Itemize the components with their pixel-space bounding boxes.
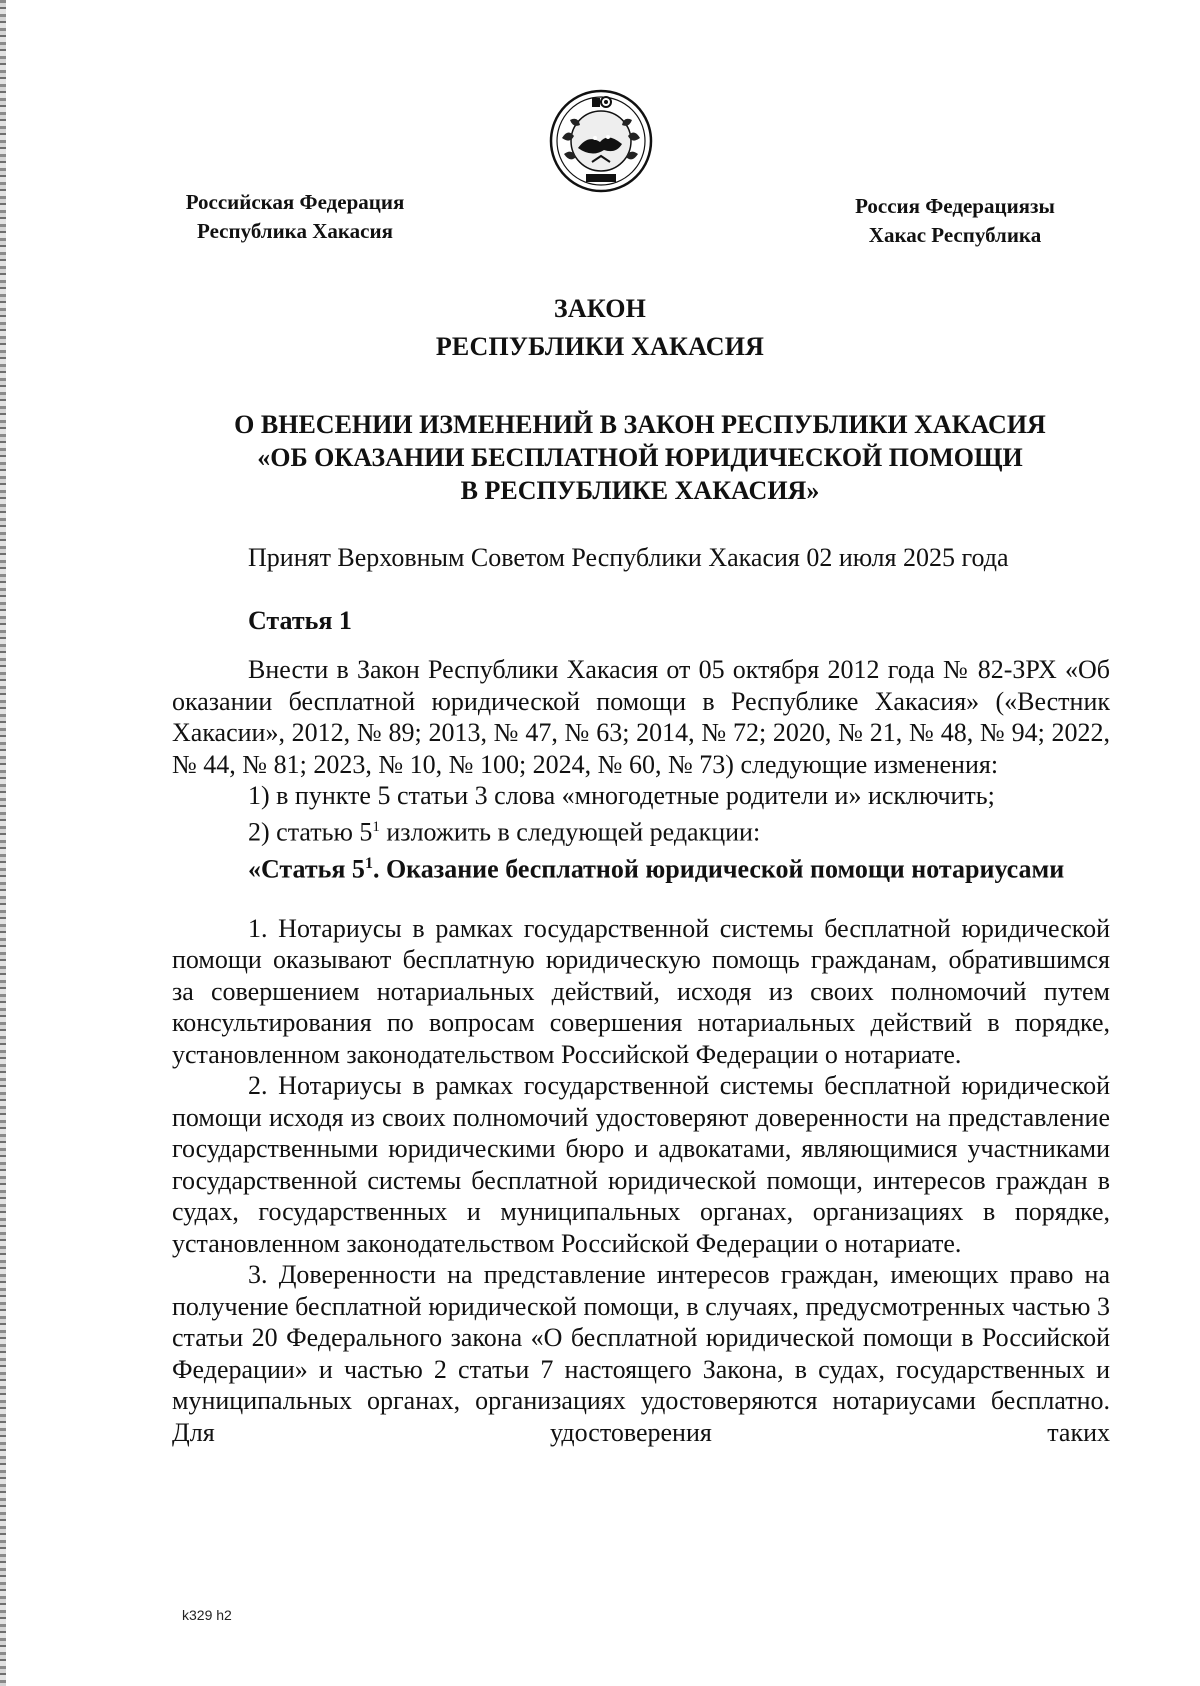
new-article-heading	[172, 848, 1110, 885]
new-heading-superscript: 1	[364, 854, 373, 872]
paragraph-1: 1. Нотариусы в рамках государственной системы бесплатной юридической помощи оказывают бесплатную юридическую помощь гражданам, обратившимся за совершением нотариальных действий, исходя из своих полномочий путем консультирования по вопросам совершения нотариальных действий в порядке, установленном законодательством Российской Федерации о нотариате.	[172, 913, 1110, 1069]
khakassia-coat-of-arms-icon	[548, 88, 654, 194]
article-heading: Статья 1	[248, 606, 352, 635]
item2-superscript: 1	[372, 818, 380, 835]
header-left-line2: Республика Хакасия	[197, 219, 393, 243]
article-body	[172, 654, 1110, 1448]
amendment-item-2	[172, 812, 1110, 848]
header-right	[830, 192, 1080, 250]
subtitle-line2: «ОБ ОКАЗАНИИ БЕСПЛАТНОЙ ЮРИДИЧЕСКОЙ ПОМОЩИ	[257, 443, 1023, 472]
header-right-line1: Россия Федерациязы	[855, 194, 1055, 218]
subtitle-line3: В РЕСПУБЛИКЕ ХАКАСИЯ»	[460, 476, 820, 505]
new-heading-after: . Оказание бесплатной юридической помощи нотариусами	[372, 854, 1065, 884]
paragraph-2: 2. Нотариусы в рамках государственной системы бесплатной юридической помощи исходя из своих полномочий удостоверяют доверенности на представление государственными юридическими бюро и адвокатами, являющимися участниками государственной системы бесплатной юридической помощи, интересов граждан в судах, государственных и муниципальных органах, организациях в порядке, установленном законодательством Российской Федерации о нотариате.	[172, 1071, 1110, 1258]
header-right-line2: Хакас Республика	[868, 223, 1042, 247]
document-code: k329 h2	[182, 1607, 232, 1623]
law-title-republic: РЕСПУБЛИКИ ХАКАСИЯ	[435, 332, 765, 361]
header-left	[160, 188, 430, 246]
item2-text-after: изложить в следующей редакции:	[379, 817, 761, 847]
amendment-item-1: 1) в пункте 5 статьи 3 слова «многодетные родители и» исключить;	[248, 781, 995, 810]
new-heading-before: «Статья 5	[248, 854, 365, 884]
adoption-note: Принят Верховным Советом Республики Хакасия 02 июля 2025 года	[248, 543, 1009, 572]
scan-edge-artifact	[0, 0, 6, 1686]
item2-text-before: 2) статью 5	[248, 817, 373, 847]
article-intro: Внести в Закон Республики Хакасия от 05 октября 2012 года № 82-ЗРХ «Об оказании бесплатной юридической помощи в Республике Хакасия» («Вестник Хакасии», 2012, № 89; 2013, № 47, № 63; 2014, № 72; 2020, № 21, № 48, № 94; 2022, № 44, № 81; 2023, № 10, № 100; 2024, № 60, № 73) следующие изменения:	[172, 655, 1110, 779]
paragraph-3: 3. Доверенности на представление интересов граждан, имеющих право на получение бесплатной юридической помощи, в случаях, предусмотренных частью 3 статьи 20 Федерального закона «О бесплатной юридической помощи в Российской Федерации» и частью 2 статьи 7 настоящего Закона, в судах, государственных и муниципальных органах, организациях удостоверяются нотариусами бесплатно. Для удостоверения таких	[172, 1260, 1110, 1447]
header-left-line1: Российская Федерация	[185, 190, 405, 214]
law-title: ЗАКОН	[553, 294, 647, 323]
subtitle-line1: О ВНЕСЕНИИ ИЗМЕНЕНИЙ В ЗАКОН РЕСПУБЛИКИ ХАКАСИЯ	[234, 410, 1046, 439]
law-subtitle	[170, 408, 1110, 507]
